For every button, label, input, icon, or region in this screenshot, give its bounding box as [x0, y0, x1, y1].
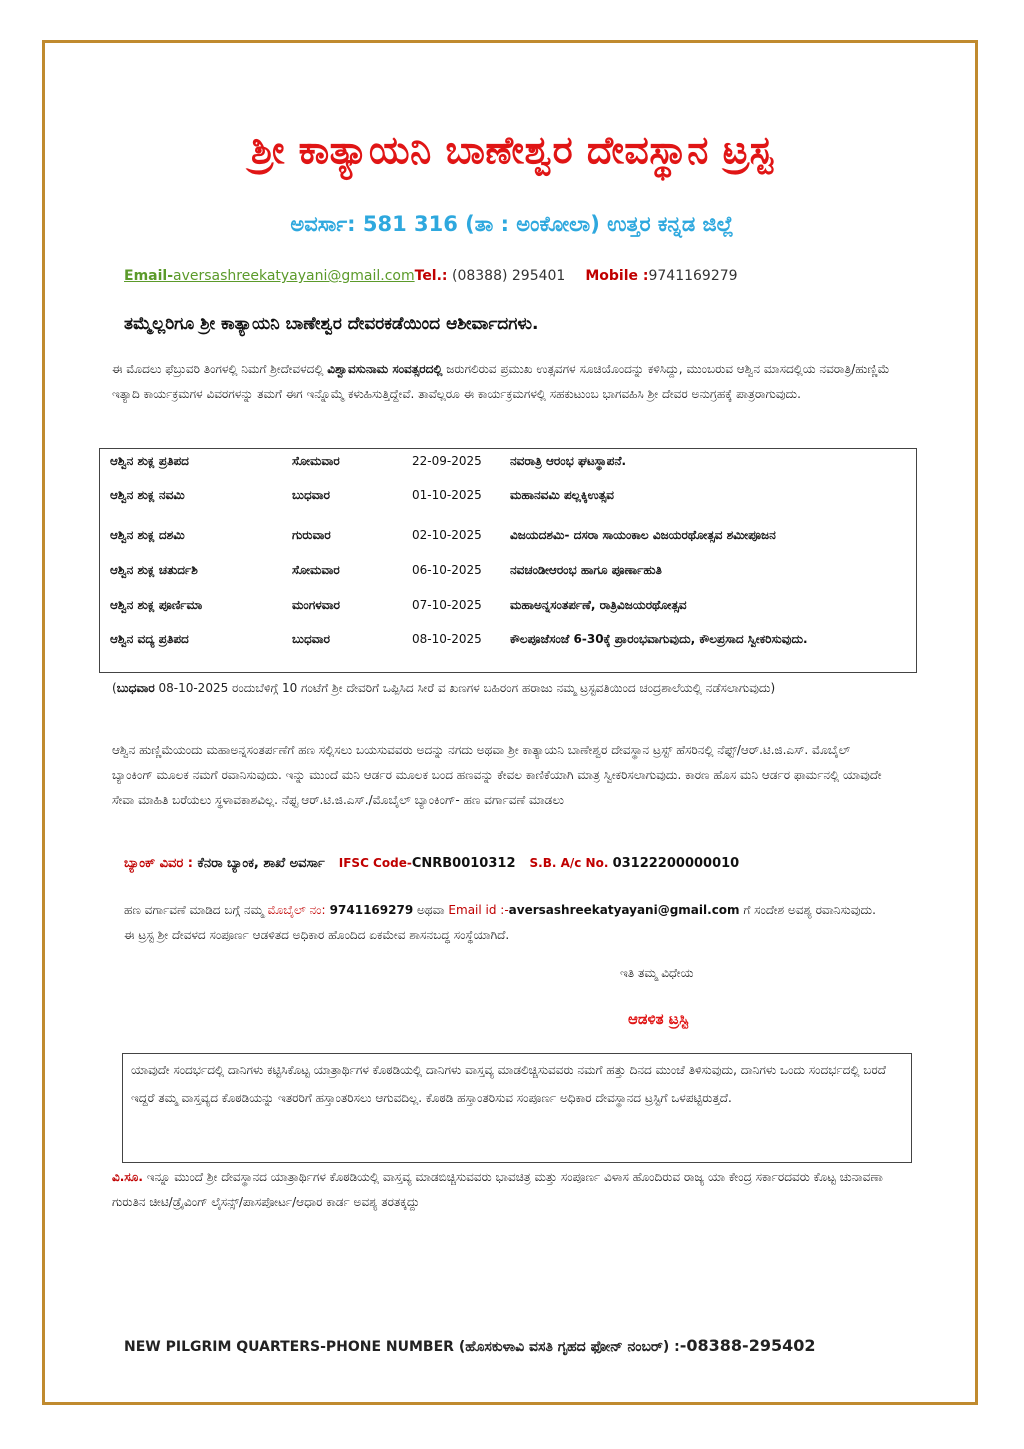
- schedule-tithi: ಆಶ್ವಿನ ಶುಕ್ಲ ದಶಮಿ: [110, 528, 185, 542]
- schedule-event: ಮಹಾನವಮಿ ಪಲ್ಲಕ್ಕಿಉತ್ಸವ: [510, 488, 614, 502]
- mobile-label: Mobile :: [585, 268, 649, 284]
- schedule-date: 02-10-2025: [412, 528, 482, 542]
- footer-label: NEW PILGRIM QUARTERS-PHONE NUMBER (ಹೊಸಕುಳಾವಿ ವಸತಿ ಗೃಹದ ಫೋನ್ ನಂಬರ್) :: [124, 1339, 680, 1355]
- schedule-tithi: ಆಶ್ವಿನ ಶುಕ್ಲ ಚತುರ್ದಶಿ: [110, 563, 198, 577]
- schedule-tithi: ಆಶ್ವಿನ ಶುಕ್ಲ ಪ್ರತಿಪದ: [110, 454, 189, 468]
- schedule-day: ಬುಧವಾರ: [292, 632, 330, 646]
- schedule-tithi: ಆಶ್ವಿನ ಶುಕ್ಲ ಪೂರ್ಣಿಮಾ: [110, 598, 203, 612]
- auction-day: ಬುಧವಾರ: [116, 681, 155, 695]
- email-link[interactable]: aversashreekatyayani@gmail.com: [173, 268, 415, 284]
- schedule-event: ಮಹಾಅನ್ನಸಂತರ್ಪಣೆ, ರಾತ್ರಿವಿಜಯರಥೋತ್ಸವ: [510, 598, 687, 612]
- schedule-row: [100, 454, 918, 478]
- warning-box: [122, 1053, 912, 1163]
- schedule-event: ಕೌಲಪೂಜೆಸಂಜೆ 6-30ಕ್ಕೆ ಪ್ರಾರಂಭವಾಗುವುದು, ಕೌಲಪ್ರಸಾದ ಸ್ವೀಕರಿಸುವುದು.: [510, 632, 808, 646]
- schedule-tithi: ಆಶ್ವಿನ ವದ್ಯ ಪ್ರತಿಪದ: [110, 632, 189, 646]
- tel-label: Tel.:: [414, 268, 448, 284]
- mobile-number: 9741169279: [648, 268, 738, 284]
- donation-paragraph: ಆಶ್ವಿನ ಹುಣ್ಣಿಮೆಯಂದು ಮಹಾಅನ್ನಸಂತರ್ಪಣೆಗೆ ಹಣ ಸಲ್ಲಿಸಲು ಬಯಸುವವರು ಅದನ್ನು ನಗದು ಅಥವಾ ಶ್ರೀ ಕಾತ್ಯಾಯನಿ ಬಾಣೇಶ್ವರ ದೇವಸ್ಥಾನ ಟ್ರಸ್ಟ್ ಹೆಸರಿನಲ್ಲಿ ನೆಫ್ಟ್/ಆರ್.ಟಿ.ಜಿ.ಎಸ್. ಮೊಬೈಲ್ ಬ್ಯಾಂಕಿಂಗ್ ಮೂಲಕ ನಮಗೆ ರವಾನಿಸುವುದು. ಇನ್ನು ಮುಂದೆ ಮನಿ ಆರ್ಡರ ಮೂಲಕ ಬಂದ ಹಣವನ್ನು ಕೇವಲ ಕಾಣಿಕೆಯಾಗಿ ಮಾತ್ರ ಸ್ವೀಕರಿಸಲಾಗುವುದು. ಕಾರಣ ಹೊಸ ಮನಿ ಆರ್ಡರ ಫಾರ್ಮನಲ್ಲಿ ಯಾವುದೇ ಸೇವಾ ಮಾಹಿತಿ ಬರೆಯಲು ಸ್ಥಳಾವಕಾಶವಿಲ್ಲ. ನೆಫ್ಟ ಆರ್.ಟಿ.ಜಿ.ಎಸ್./ಮೊಬೈಲ್ ಬ್ಯಾಂಕಿಂಗ್- ಹಣ ವರ್ಗಾವಣೆ ಮಾಡಲು: [112, 743, 882, 807]
- auction-note: [112, 676, 892, 701]
- auction-text: 08-10-2025 ರಂದುಬೆಳಿಗ್ಗೆ 10 ಗಂಟೆಗೆ ಶ್ರೀ ದೇವರಿಗೆ ಒಪ್ಪಿಸಿದ ಸೀರೆ ವ ಖಣಗಳ ಬಹಿರಂಗ ಹರಾಜು ನಮ್ಮ ಟ್ರಸ್ಟವತಿಯಿಂದ ಚಂದ್ರಶಾಲೆಯಲ್ಲಿ ನಡೆಸಲಾಗುವುದು): [154, 681, 776, 695]
- intro-bold: ವಿಶ್ವಾವಸುನಾಮ ಸಂವತ್ಸರದಲ್ಲಿ: [327, 362, 443, 376]
- confirm-mobile: 9741169279: [325, 903, 414, 917]
- footer-phone: -08388-295402: [679, 1336, 816, 1355]
- bank-name: ಕೆನರಾ ಬ್ಯಾಂಕ, ಶಾಖೆ ಅವರ್ಸಾ: [197, 856, 325, 871]
- confirm-email-label: Email id :-: [448, 903, 509, 917]
- auction-open: (: [112, 681, 117, 695]
- address-subtitle: ಅವರ್ಸಾ: 581 316 (ತಾ : ಅಂಕೋಲಾ) ಉತ್ತರ ಕನ್ನಡ ಜಿಲ್ಲೆ: [290, 212, 734, 236]
- confirm-mobile-label: ಮೊಬೈಲ್ ನಂ:: [267, 903, 326, 917]
- bank-details: [124, 856, 739, 871]
- warning-text: ಯಾವುದೇ ಸಂದರ್ಭದಲ್ಲಿ ದಾನಿಗಳು ಕಟ್ಟಿಸಿಕೊಟ್ಟ ಯಾತ್ರಾರ್ಥಿಗಳ ಕೊಠಡಿಯಲ್ಲಿ ದಾನಿಗಳು ವಾಸ್ತವ್ಯ ಮಾಡಲಿಚ್ಚಿಸುವವರು ನಮಗೆ ಹತ್ತು ದಿನದ ಮುಂಚೆ ತಿಳಿಸುವುದು, ದಾನಿಗಳು ಒಂದು ಸಂದರ್ಭದಲ್ಲಿ ಬರದೆ ಇದ್ದರೆ ತಮ್ಮ ವಾಸ್ತವ್ಯದ ಕೊಠಡಿಯನ್ನು ಇತರರಿಗೆ ಹಸ್ತಾಂತರಿಸಲು ಆಗುವದಿಲ್ಲ. ಕೊಠಡಿ ಹಸ್ತಾಂತರಿಸುವ ಸಂಪೂರ್ಣ ಅಧಿಕಾರ ದೇವಸ್ಥಾನದ ಟ್ರಸ್ಟಿಗೆ ಒಳಪಟ್ಟಿರುತ್ತದೆ.: [131, 1063, 886, 1105]
- signatory: ಆಡಳಿತ ಟ್ರಸ್ಟಿ: [628, 1010, 689, 1028]
- special-note-label: ವಿ.ಸೂ.: [112, 1170, 143, 1184]
- confirm-text-2: ಅಥವಾ: [413, 903, 449, 917]
- schedule-date: 06-10-2025: [412, 563, 482, 577]
- schedule-row: [100, 488, 918, 512]
- account-label: S.B. A/c No.: [529, 856, 613, 870]
- schedule-event: ನವಚಂಡೀಆರಂಭ ಹಾಗೂ ಪೂರ್ಣಾಹುತಿ: [510, 563, 662, 577]
- schedule-tithi: ಆಶ್ವಿನ ಶುಕ್ಲ ನವಮಿ: [110, 488, 185, 502]
- contact-line: [124, 268, 738, 284]
- confirm-text-1: ಹಣ ವರ್ಗಾವಣೆ ಮಾಡಿದ ಬಗ್ಗೆ ನಮ್ಮ: [124, 903, 268, 917]
- schedule-date: 08-10-2025: [412, 632, 482, 646]
- schedule-row: [100, 632, 918, 656]
- account-number: 03122200000010: [612, 856, 740, 871]
- email-label: Email-: [124, 268, 174, 284]
- schedule-date: 22-09-2025: [412, 454, 482, 468]
- intro-text-2: ಜರುಗಲಿರುವ ಪ್ರಮುಖ ಉತ್ಸವಗಳ ಸೂಚಿಯೊಂದನ್ನು ಕಳಿಸಿದ್ದು, ಮುಂಬರುವ ಆಶ್ವಿನ ಮಾಸದಲ್ಲಿಯ ನವರಾತ್ರಿ/ಹುಣ್ಣಿಮೆ ಇತ್ಯಾದಿ ಕಾರ್ಯಕ್ರಮಗಳ ವಿವರಗಳನ್ನು ತಮಗೆ ಈಗ ಇನ್ನೊಮ್ಮೆ ಕಳುಹಿಸುತ್ತಿದ್ದೇವೆ. ತಾವೆಲ್ಲರೂ ಈ ಕಾರ್ಯಕ್ರಮಗಳಲ್ಲಿ ಸಹಕುಟುಂಬ ಭಾಗವಹಿಸಿ ಶ್ರೀ ದೇವರ ಅನುಗ್ರಹಕ್ಕೆ ಪಾತ್ರರಾಗುವುದು.: [112, 362, 890, 401]
- greeting: ತಮ್ಮೆಲ್ಲರಿಗೂ ಶ್ರೀ ಕಾತ್ಯಾಯನಿ ಬಾಣೇಶ್ವರ ದೇವರಕಡೆಯಿಂದ ಆಶೀರ್ವಾದಗಳು.: [124, 314, 539, 334]
- schedule-event: ವಿಜಯದಶಮಿ- ದಸರಾ ಸಾಯಂಕಾಲ ವಿಜಯರಥೋತ್ಸವ ಶಮೀಪೂಜನ: [510, 528, 776, 542]
- schedule-day: ಸೋಮವಾರ: [292, 563, 340, 577]
- schedule-row: [100, 563, 918, 587]
- schedule-row: [100, 598, 918, 622]
- intro-paragraph: [112, 357, 892, 407]
- schedule-day: ಮಂಗಳವಾರ: [292, 598, 341, 612]
- schedule-table: [99, 448, 917, 673]
- closing-yours: ಇತಿ ತಮ್ಮ ವಿಧೇಯ: [620, 966, 694, 980]
- schedule-day: ಬುಧವಾರ: [292, 488, 330, 502]
- bank-label: ಬ್ಯಾಂಕ್ ವಿವರ :: [124, 856, 198, 871]
- confirm-email[interactable]: aversashreekatyayani@gmail.com: [508, 903, 740, 917]
- confirm-text-3: ಗೆ ಸಂದೇಶ ಅವಶ್ಯ ರವಾನಿಸುವುದು. ಈ ಟ್ರಸ್ಟ ಶ್ರೀ ದೇವಳದ ಸಂಪೂರ್ಣ ಆಡಳಿತದ ಅಧಿಕಾರ ಹೊಂದಿದ ಏಕಮೇವ ಶಾಸನಬದ್ಧ ಸಂಸ್ಥೆಯಾಗಿದೆ.: [124, 903, 876, 942]
- schedule-day: ಸೋಮವಾರ: [292, 454, 340, 468]
- tel-number: (08388) 295401: [447, 268, 566, 284]
- page-title: ಶ್ರೀ ಕಾತ್ಯಾಯನಿ ಬಾಣೇಶ್ವರ ದೇವಸ್ಥಾನ ಟ್ರಸ್ಟ: [250, 128, 774, 172]
- special-note-text: ಇನ್ನೂ ಮುಂದೆ ಶ್ರೀ ದೇವಸ್ಥಾನದ ಯಾತ್ರಾರ್ಥಿಗಳ ಕೊಠಡಿಯಲ್ಲಿ ವಾಸ್ತವ್ಯ ಮಾಡಬಿಚ್ಚಿಸುವವರು ಭಾವಚಿತ್ರ ಮತ್ತು ಸಂಪೂರ್ಣ ವಿಳಾಸ ಹೊಂದಿರುವ ರಾಜ್ಯ ಯಾ ಕೇಂದ್ರ ಸರ್ಕಾರದವರು ಕೊಟ್ಟ ಚುನಾವಣಾ ಗುರುತಿನ ಚೀಟಿ/ಡ್ರೈವಿಂಗ್ ಲೈಸನ್ಸ್/ಪಾಸಪೋರ್ಟ/ಆಧಾರ ಕಾರ್ಡ ಅವಶ್ಯ ತರತಕ್ಕದ್ದು: [112, 1170, 883, 1209]
- intro-text-1: ಈ ಮೊದಲು ಫೆಬ್ರುವರಿ ತಿಂಗಳಲ್ಲಿ ನಿಮಗೆ ಶ್ರೀದೇವಳದಲ್ಲಿ: [112, 362, 328, 376]
- footer-phone-line: [124, 1336, 816, 1355]
- schedule-date: 07-10-2025: [412, 598, 482, 612]
- confirmation-paragraph: [124, 898, 884, 948]
- schedule-day: ಗುರುವಾರ: [292, 528, 331, 542]
- schedule-date: 01-10-2025: [412, 488, 482, 502]
- schedule-event: ನವರಾತ್ರಿ ಆರಂಭ ಘಟಸ್ಥಾಪನೆ.: [510, 454, 627, 468]
- ifsc-label: IFSC Code-: [338, 856, 412, 870]
- special-note: [112, 1165, 892, 1215]
- ifsc-code: CNRB0010312: [411, 856, 516, 871]
- schedule-row: [100, 528, 918, 552]
